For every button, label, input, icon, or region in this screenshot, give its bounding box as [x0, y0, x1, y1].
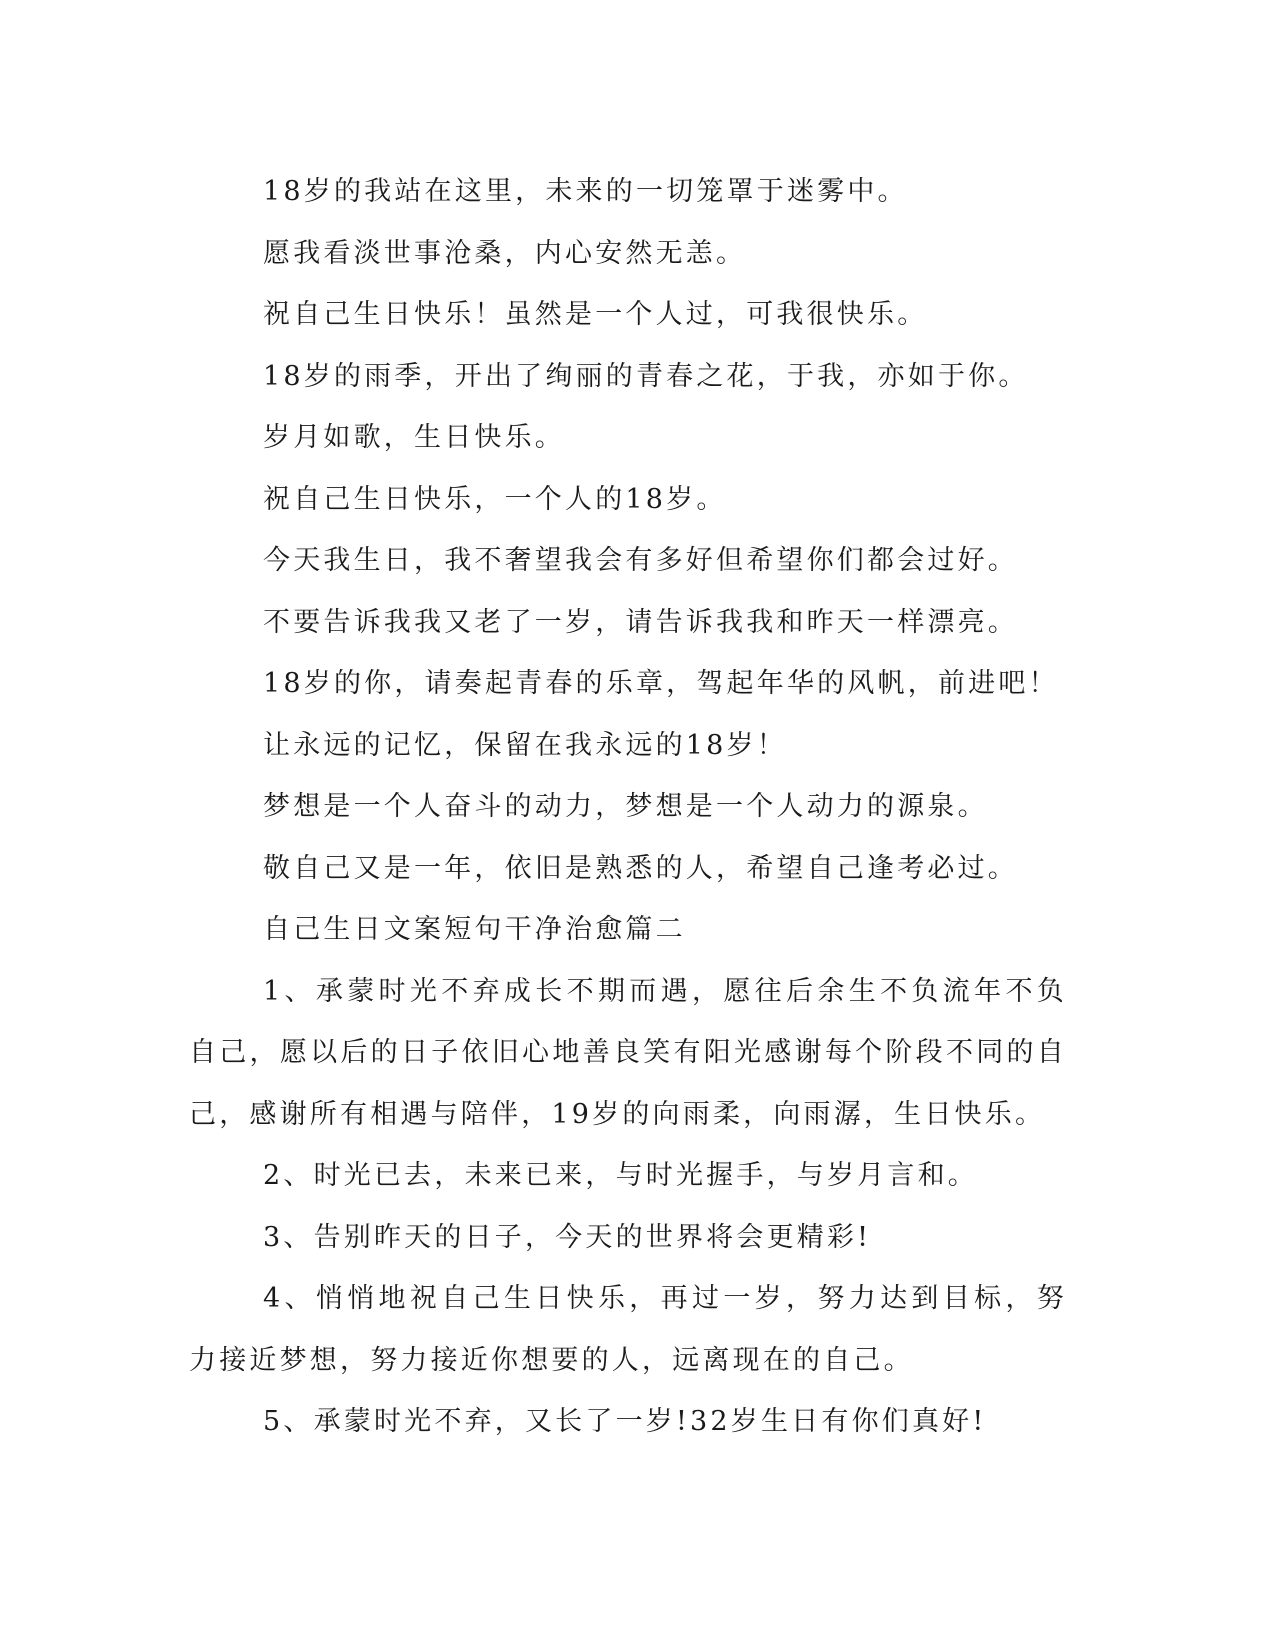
list-item-1: 1、承蒙时光不弃成长不期而遇，愿往后余生不负流年不负自己，愿以后的日子依旧心地善良笑有阳光感谢每个阶段不同的自己，感谢所有相遇与陪伴，19岁的向雨柔，向雨潺，生日快乐。 [189, 975, 1067, 1130]
list-item-3: 3、告别昨天的日子，今天的世界将会更精彩! [263, 1221, 872, 1253]
paragraph-1: 18岁的我站在这里，未来的一切笼罩于迷雾中。 [263, 176, 908, 207]
paragraph-8: 不要告诉我我又老了一岁，请告诉我我和昨天一样漂亮。 [263, 606, 1018, 638]
document-body [189, 161, 1067, 1453]
paragraph-5: 岁月如歌，生日快乐。 [263, 422, 565, 453]
section-heading: 自己生日文案短句干净治愈篇二 [263, 914, 686, 945]
list-item-2: 2、时光已去，未来已来，与时光握手，与岁月言和。 [263, 1160, 978, 1191]
paragraph-9: 18岁的你，请奏起青春的乐章，驾起年华的风帆，前进吧！ [263, 668, 1059, 699]
list-item-5: 5、承蒙时光不弃，又长了一岁!32岁生日有你们真好! [263, 1406, 987, 1437]
paragraph-4: 18岁的雨季，开出了绚丽的青春之花，于我，亦如于你。 [263, 360, 1029, 392]
paragraph-6: 祝自己生日快乐，一个人的18岁。 [263, 483, 727, 515]
paragraph-10: 让永远的记忆，保留在我永远的18岁！ [263, 729, 787, 761]
paragraph-11: 梦想是一个人奋斗的动力，梦想是一个人动力的源泉。 [263, 791, 988, 822]
list-item-4: 4、悄悄地祝自己生日快乐，再过一岁，努力达到目标，努力接近梦想，努力接近你想要的人，远离现在的自己。 [189, 1283, 1067, 1376]
paragraph-3: 祝自己生日快乐！虽然是一个人过，可我很快乐。 [263, 299, 928, 330]
paragraph-12: 敬自己又是一年，依旧是熟悉的人，希望自己逢考必过。 [263, 852, 1018, 884]
paragraph-7: 今天我生日，我不奢望我会有多好但希望你们都会过好。 [263, 545, 1018, 576]
paragraph-2: 愿我看淡世事沧桑，内心安然无恙。 [263, 237, 747, 269]
